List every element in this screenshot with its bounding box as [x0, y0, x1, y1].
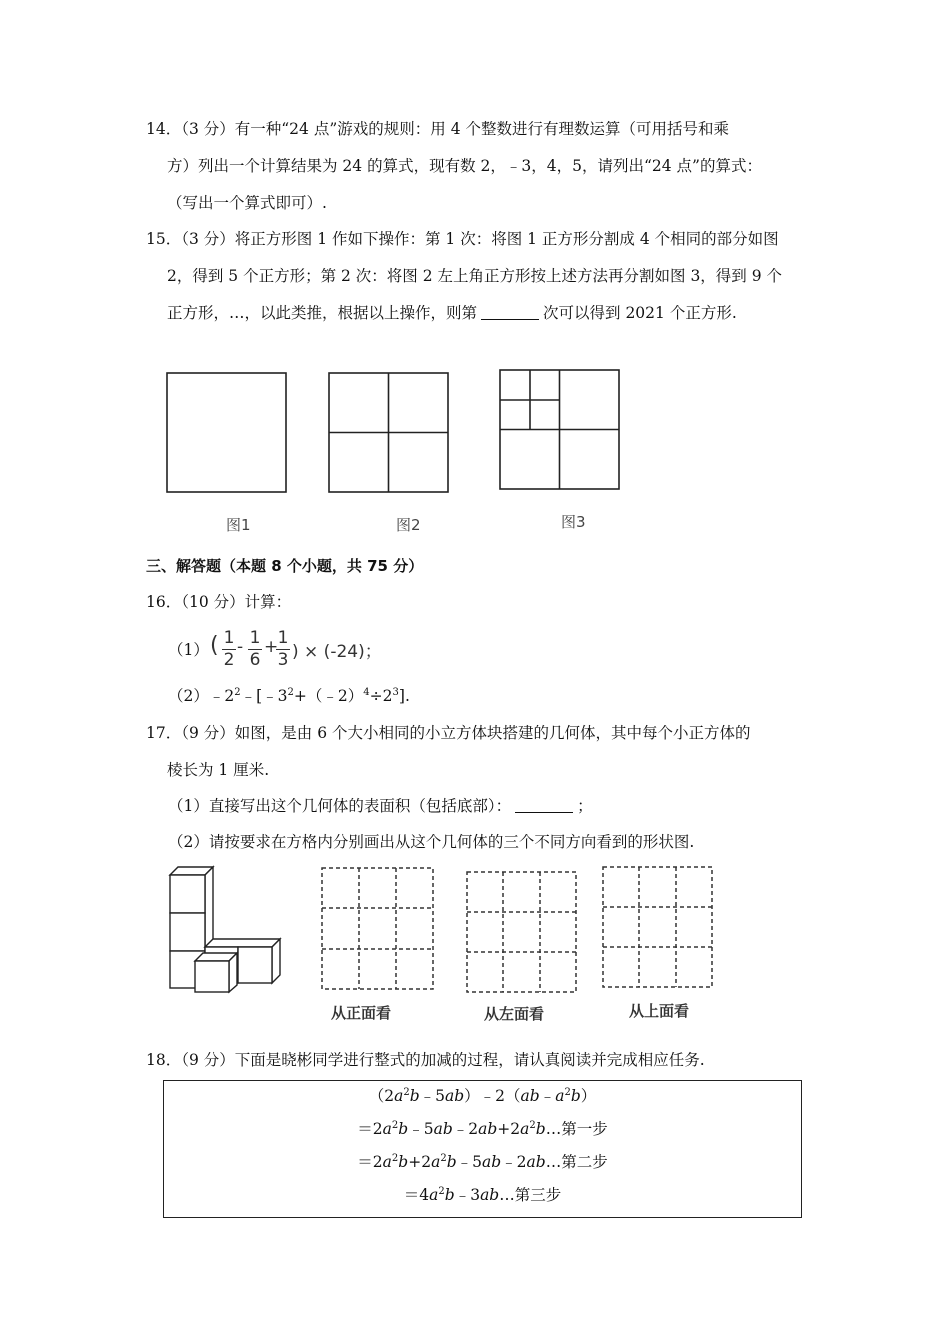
- q16-p2-a: ﹣2: [208, 687, 235, 705]
- q15-line3: [167, 303, 737, 323]
- r1-t11: b: [570, 1087, 581, 1105]
- figure3-square: [500, 370, 619, 489]
- q14-line2: 方）列出一个计算结果为 24 的算式，现有数 2，﹣3，4，5，请列出“24 点”的算式：: [167, 157, 762, 175]
- q18-row1: [164, 1086, 801, 1106]
- r4-t4: ﹣3: [454, 1186, 481, 1204]
- q15-line3-before: 正方形，…，以此类推，根据以上操作，则第: [167, 304, 478, 322]
- r3-t11: ab: [526, 1153, 546, 1171]
- r1-t0: （2: [368, 1087, 395, 1105]
- r2-t0: ＝2: [357, 1120, 383, 1138]
- r2-t4: ﹣5: [408, 1120, 434, 1138]
- r2-t1: a: [382, 1120, 392, 1138]
- q16-head: 16．（10 分）计算：: [146, 593, 292, 611]
- q16-part2: [168, 686, 410, 706]
- left-view-caption: 从左面看: [484, 1005, 545, 1023]
- q16-frac2-num: 1: [249, 628, 261, 648]
- r3-t2: 2: [391, 1153, 399, 1164]
- r2-t11: b: [535, 1120, 546, 1138]
- q17-sub2: （2）请按要求在方格内分别画出从这个几何体的三个不同方向看到的形状图.: [168, 833, 695, 851]
- r3-t3: b: [398, 1153, 409, 1171]
- q18-row4: [164, 1185, 801, 1205]
- r4-t0: ＝4: [403, 1186, 430, 1204]
- q16-p2-a-exp: 2: [234, 687, 241, 698]
- r2-t6: ﹣2: [452, 1120, 479, 1138]
- q15-line3-after: 次可以得到 2021 个正方形.: [543, 304, 737, 322]
- top-view-grid: [603, 867, 712, 987]
- q16-frac3-num: 1: [277, 628, 289, 648]
- q18-work-box: [163, 1080, 802, 1218]
- r2-t10: 2: [529, 1120, 536, 1131]
- r4-t2: 2: [438, 1186, 445, 1197]
- r1-t4: ﹣5: [419, 1087, 445, 1105]
- figure3-caption: 图3: [561, 513, 586, 531]
- q18-line1: 18．（9 分）下面是晓彬同学进行整式的加减的过程，请认真阅读并完成相应任务.: [146, 1051, 705, 1069]
- cube-solid-figure: [165, 865, 290, 995]
- q16-part2-label: （2）: [168, 687, 209, 705]
- r4-t1: a: [429, 1186, 439, 1204]
- r3-t10: ﹣2: [501, 1153, 527, 1171]
- q16-p2-c: +（﹣2）: [293, 687, 364, 705]
- r3-t8: ﹣5: [456, 1153, 482, 1171]
- r3-t12: …第二步: [545, 1153, 608, 1171]
- q18-row2: [164, 1119, 801, 1139]
- r4-t3: b: [444, 1186, 455, 1204]
- r3-t7: b: [446, 1153, 457, 1171]
- r3-t5: a: [431, 1153, 441, 1171]
- r2-t2: 2: [391, 1120, 399, 1131]
- q17-line1: 17．（9 分）如图，是由 6 个大小相同的小立方体块搭建的几何体，其中每个小正方体的: [146, 724, 751, 742]
- section3-heading: 三、解答题（本题 8 个小题，共 75 分）: [146, 557, 424, 575]
- r2-t5: ab: [433, 1120, 453, 1138]
- r4-t5: ab: [480, 1186, 500, 1204]
- q17-answer-blank[interactable]: [515, 798, 573, 813]
- q17-sub1-after: ；: [577, 797, 593, 815]
- r2-t8: +2: [497, 1120, 521, 1138]
- r1-t8: ﹣: [539, 1087, 556, 1105]
- q15-line2: 2，得到 5 个正方形；第 2 次：将图 2 左上角正方形按上述方法再分割如图 3，得到 9 个: [167, 267, 783, 285]
- q16-p2-b-exp: 2: [287, 687, 294, 698]
- q16-frac1-den: 2: [223, 650, 235, 670]
- r1-t9: a: [555, 1087, 565, 1105]
- figure1-square: [167, 373, 286, 492]
- q16-op1: -: [237, 637, 244, 657]
- r1-t10: 2: [564, 1087, 571, 1098]
- top-view-caption: 从上面看: [629, 1002, 690, 1020]
- r1-t6: ）﹣2（: [464, 1087, 521, 1105]
- q18-row3: [164, 1152, 801, 1172]
- q16-frac1-num: 1: [223, 628, 235, 648]
- figure2-square: [329, 373, 448, 492]
- q17-sub1-before: （1）直接写出这个几何体的表面积（包括底部）：: [168, 797, 512, 815]
- q14-line1: 14．（3 分）有一种“24 点”游戏的规则：用 4 个整数进行有理数运算（可用括号和乘: [146, 120, 729, 138]
- square-figures: [160, 365, 630, 500]
- q16-frac3-den: 3: [277, 650, 289, 670]
- figure1-caption: 图1: [226, 516, 251, 534]
- q17-sub1: [168, 796, 593, 816]
- q16-p2-b: ﹣[﹣3: [240, 687, 288, 705]
- r3-t6: 2: [440, 1153, 447, 1164]
- figure2-caption: 图2: [396, 516, 421, 534]
- r3-t9: ab: [482, 1153, 502, 1171]
- r3-t0: ＝2: [357, 1153, 383, 1171]
- q16-frac2-den: 6: [249, 650, 261, 670]
- r2-t9: a: [520, 1120, 530, 1138]
- q14-line3: （写出一个算式即可）.: [167, 194, 327, 212]
- r2-t3: b: [398, 1120, 409, 1138]
- front-view-grid: [322, 868, 433, 989]
- q15-line1: 15．（3 分）将正方形图 1 作如下操作：第 1 次：将图 1 正方形分割成 4 个相同的部分如图: [146, 230, 779, 248]
- q16-part1-tail: ) × (-24)；: [292, 642, 382, 662]
- q16-op2: +: [264, 637, 279, 657]
- view-grids: [318, 865, 718, 995]
- r2-t12: …第一步: [545, 1120, 608, 1138]
- r3-t1: a: [382, 1153, 392, 1171]
- q16-open-paren: (: [210, 633, 219, 658]
- r2-t7: ab: [478, 1120, 498, 1138]
- r1-t5: ab: [445, 1087, 465, 1105]
- q16-p2-c-exp: 4: [363, 687, 370, 698]
- q16-p2-d-exp: 3: [392, 687, 399, 698]
- r1-t7: ab: [520, 1087, 540, 1105]
- r1-t3: b: [409, 1087, 420, 1105]
- q16-p2-d: ÷2: [369, 687, 393, 705]
- front-view-caption: 从正面看: [331, 1004, 392, 1022]
- r1-t1: a: [394, 1087, 404, 1105]
- q15-answer-blank[interactable]: [481, 305, 539, 320]
- left-view-grid: [467, 872, 576, 992]
- q16-part1-label: （1）: [168, 641, 209, 659]
- r1-t2: 2: [403, 1087, 410, 1098]
- r1-t12: ）: [580, 1087, 597, 1105]
- r3-t4: +2: [408, 1153, 432, 1171]
- r4-t6: …第三步: [499, 1186, 562, 1204]
- q16-p2-e: ].: [398, 687, 410, 705]
- q17-line2: 棱长为 1 厘米.: [167, 761, 270, 779]
